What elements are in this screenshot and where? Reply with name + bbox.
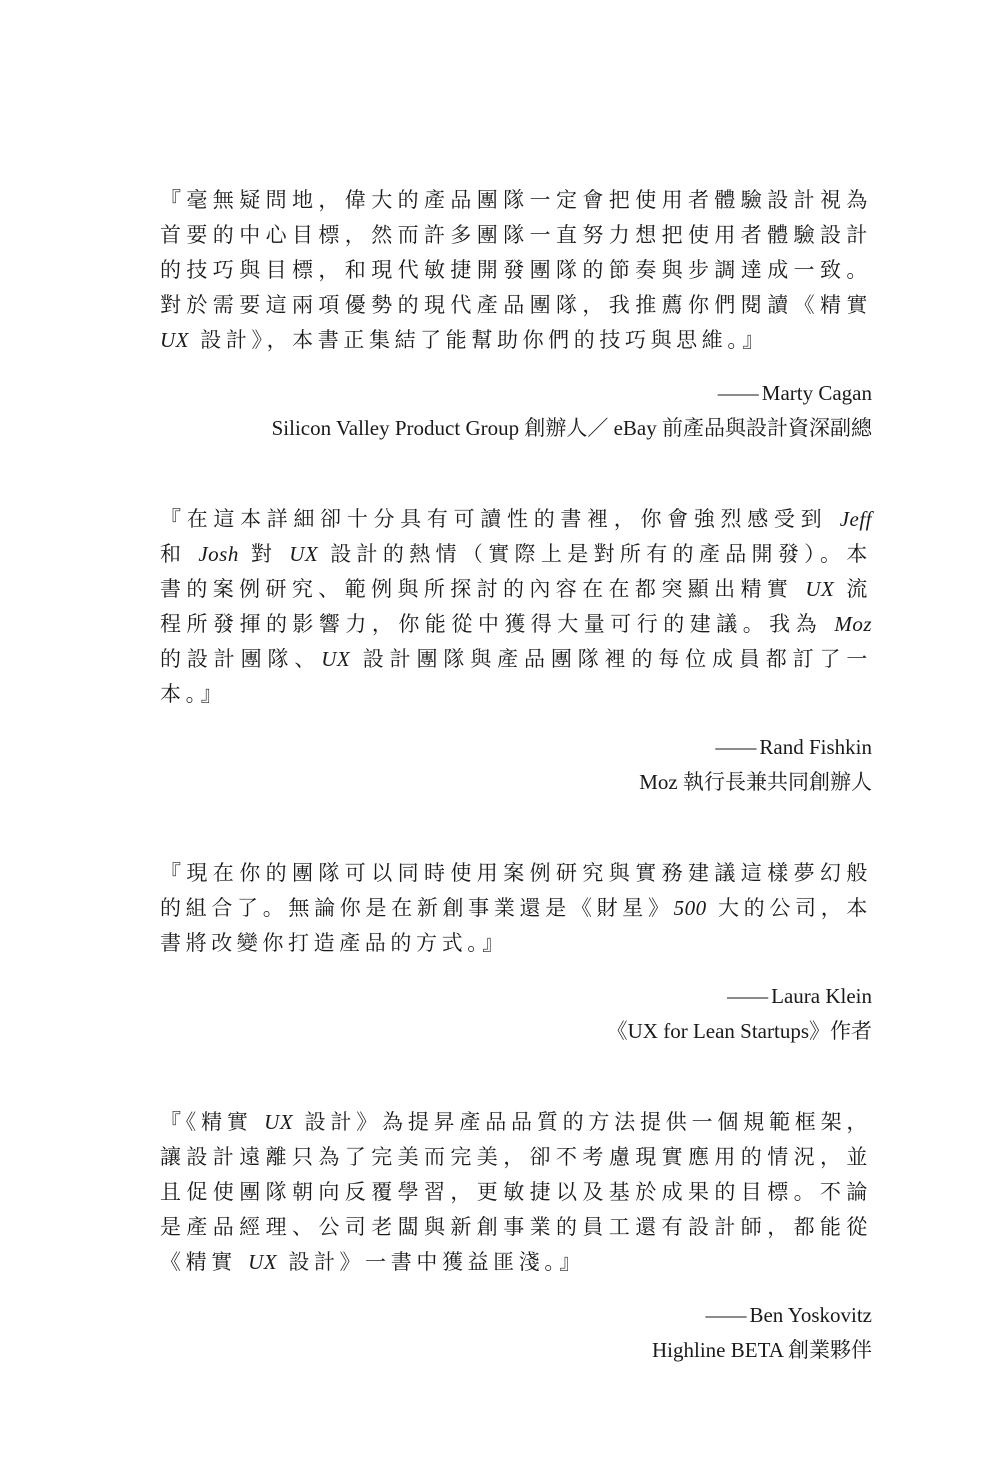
- author-name: Rand Fishkin: [759, 735, 872, 759]
- author-role: Silicon Valley Product Group 創辦人／ eBay 前產品與設計資深副總: [271, 416, 872, 440]
- quote-author: [160, 1298, 872, 1333]
- quote-segment-latin: UX: [805, 577, 835, 601]
- quote-segment: 對: [238, 542, 290, 566]
- quote-segment-latin: UX: [289, 542, 319, 566]
- endorsement-1: [160, 183, 872, 446]
- author-name: Laura Klein: [771, 984, 872, 1008]
- quote-segment: 的設計團隊、: [160, 647, 322, 671]
- quote-segment: 設計團隊與產品團隊裡的每位成員都訂了一本。』: [160, 647, 872, 706]
- endorsement-4: [160, 1105, 872, 1368]
- quote-segment-latin: UX: [248, 1250, 278, 1274]
- attribution-dash: ——: [705, 1303, 746, 1327]
- quote-segment: 流程所發揮的影響力，你能從中獲得大量可行的建議。我為: [160, 577, 872, 636]
- author-role: Moz 執行長兼共同創辦人: [639, 770, 872, 794]
- quote-text: [160, 502, 872, 712]
- quote-segment: 和: [160, 542, 199, 566]
- quote-segment-latin: UX: [160, 328, 189, 352]
- quote-segment-latin: Moz: [834, 612, 872, 636]
- quote-segment-latin: UX: [264, 1110, 294, 1134]
- author-name: Ben Yoskovitz: [749, 1303, 872, 1327]
- quote-segment: 『在這本詳細卻十分具有可讀性的書裡，你會強烈感受到: [160, 507, 840, 531]
- quote-author: [160, 979, 872, 1014]
- quote-segment-latin: Josh: [198, 542, 239, 566]
- quote-text: [160, 856, 872, 961]
- attribution-dash: ——: [727, 984, 768, 1008]
- endorsement-3: [160, 856, 872, 1049]
- quote-segment: 設計》一書中獲益匪淺。』: [277, 1250, 586, 1274]
- quote-author: [160, 730, 872, 765]
- quote-segment-latin: 500: [673, 896, 707, 920]
- quote-segment: 設計》，本書正集結了能幫助你們的技巧與思維。』: [189, 328, 769, 352]
- quote-text: [160, 1105, 872, 1280]
- quote-segment-latin: UX: [321, 647, 351, 671]
- endorsements-page: [160, 183, 872, 1368]
- author-name: Marty Cagan: [761, 381, 872, 405]
- quote-segment: 大的公司，本書將改變你打造產品的方式。』: [160, 896, 873, 955]
- quote-segment: 『毫無疑問地，偉大的產品團隊一定會把使用者體驗設計視為首要的中心目標，然而許多團隊一直努力想把使用者體驗設計的技巧與目標，和現代敏捷開發團隊的節奏與步調達成一致。對於需要這兩項優勢的現代產品團隊，我推薦你們閱讀《精實: [160, 188, 872, 317]
- attribution-dash: ——: [715, 735, 756, 759]
- quote-segment: 設計的熱情（實際上是對所有的產品開發）。本書的案例研究、範例與所探討的內容在在都突顯出精實: [160, 542, 872, 601]
- quote-text: [160, 183, 872, 358]
- author-role: 《UX for Lean Startups》作者: [606, 1019, 872, 1043]
- endorsement-2: [160, 502, 872, 800]
- quote-segment: 『《精實: [160, 1110, 265, 1134]
- author-role: Highline BETA 創業夥伴: [652, 1338, 872, 1362]
- quote-author: [160, 376, 872, 411]
- quote-segment-latin: Jeff: [839, 507, 872, 531]
- attribution-dash: ——: [717, 381, 758, 405]
- quote-segment: 設計》為提昇產品品質的方法提供一個規範框架，讓設計遠離只為了完美而完美，卻不考慮現實應用的情況，並且促使團隊朝向反覆學習，更敏捷以及基於成果的目標。不論是產品經理、公司老闆與新創事業的員工還有設計師，都能從《精實: [160, 1110, 872, 1274]
- quote-segment: 『現在你的團隊可以同時使用案例研究與實務建議這樣夢幻般的組合了。無論你是在新創事業還是《財星》: [160, 861, 872, 920]
